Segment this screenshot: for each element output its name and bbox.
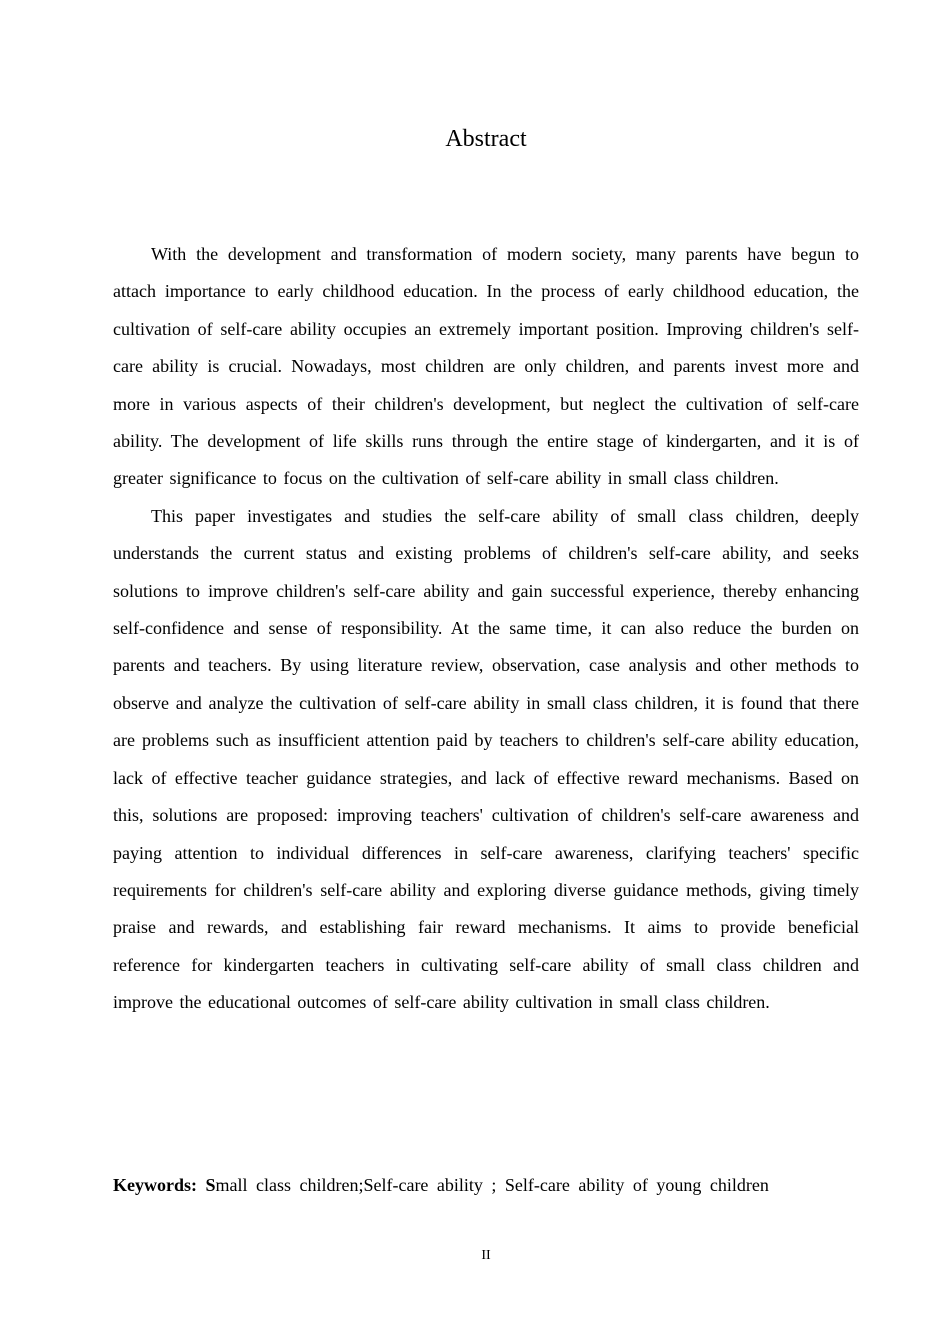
abstract-paragraph-2: This paper investigates and studies the self-care ability of small class children, deeply understands the current status and existing problems of children's self-care ability, and seeks solutions to improve children's self-care ability and gain successful experience, thereby enhancing self-confidence and sense of responsibility. At the same time, it can also reduce the burden on parents and teachers. By using literature review, observation, case analysis and other methods to observe and analyze the cultivation of self-care ability in small class children, it is found that there are problems such as insufficient attention paid by teachers to children's self-care ability education, lack of effective teacher guidance strategies, and lack of effective reward mechanisms. Based on this, solutions are proposed: improving teachers' cultivation of children's self-care awareness and paying attention to individual differences in self-care awareness, clarifying teachers' specific requirements for children's self-care ability and exploring diverse guidance methods, giving timely praise and rewards, and establishing fair reward mechanisms. It aims to provide beneficial reference for kindergarten teachers in cultivating self-care ability of small class children and improve the educational outcomes of self-care ability cultivation in small class children. [113, 505, 859, 1013]
abstract-title: Abstract [445, 126, 527, 152]
keywords-line [113, 1167, 859, 1204]
abstract-paragraph-1: With the development and transformation of modern society, many parents have begun to attach importance to early childhood education. In the process of early childhood education, the cultivation of self-care ability occupies an extremely important position. Improving children's self-care ability is crucial. Nowadays, most children are only children, and parents invest more and more in various aspects of their children's development, but neglect the cultivation of self-care ability. The development of life skills runs through the entire stage of kindergarten, and it is of greater significance to focus on the cultivation of self-care ability in small class children. [113, 244, 859, 489]
keywords-label: Keywords: [113, 1175, 206, 1195]
abstract-body [113, 236, 859, 1022]
page-number: II [481, 1248, 491, 1263]
keywords-first-letter: S [205, 1175, 216, 1195]
keywords-text: mall class children;Self-care ability ; Self-care ability of young children [215, 1175, 769, 1195]
